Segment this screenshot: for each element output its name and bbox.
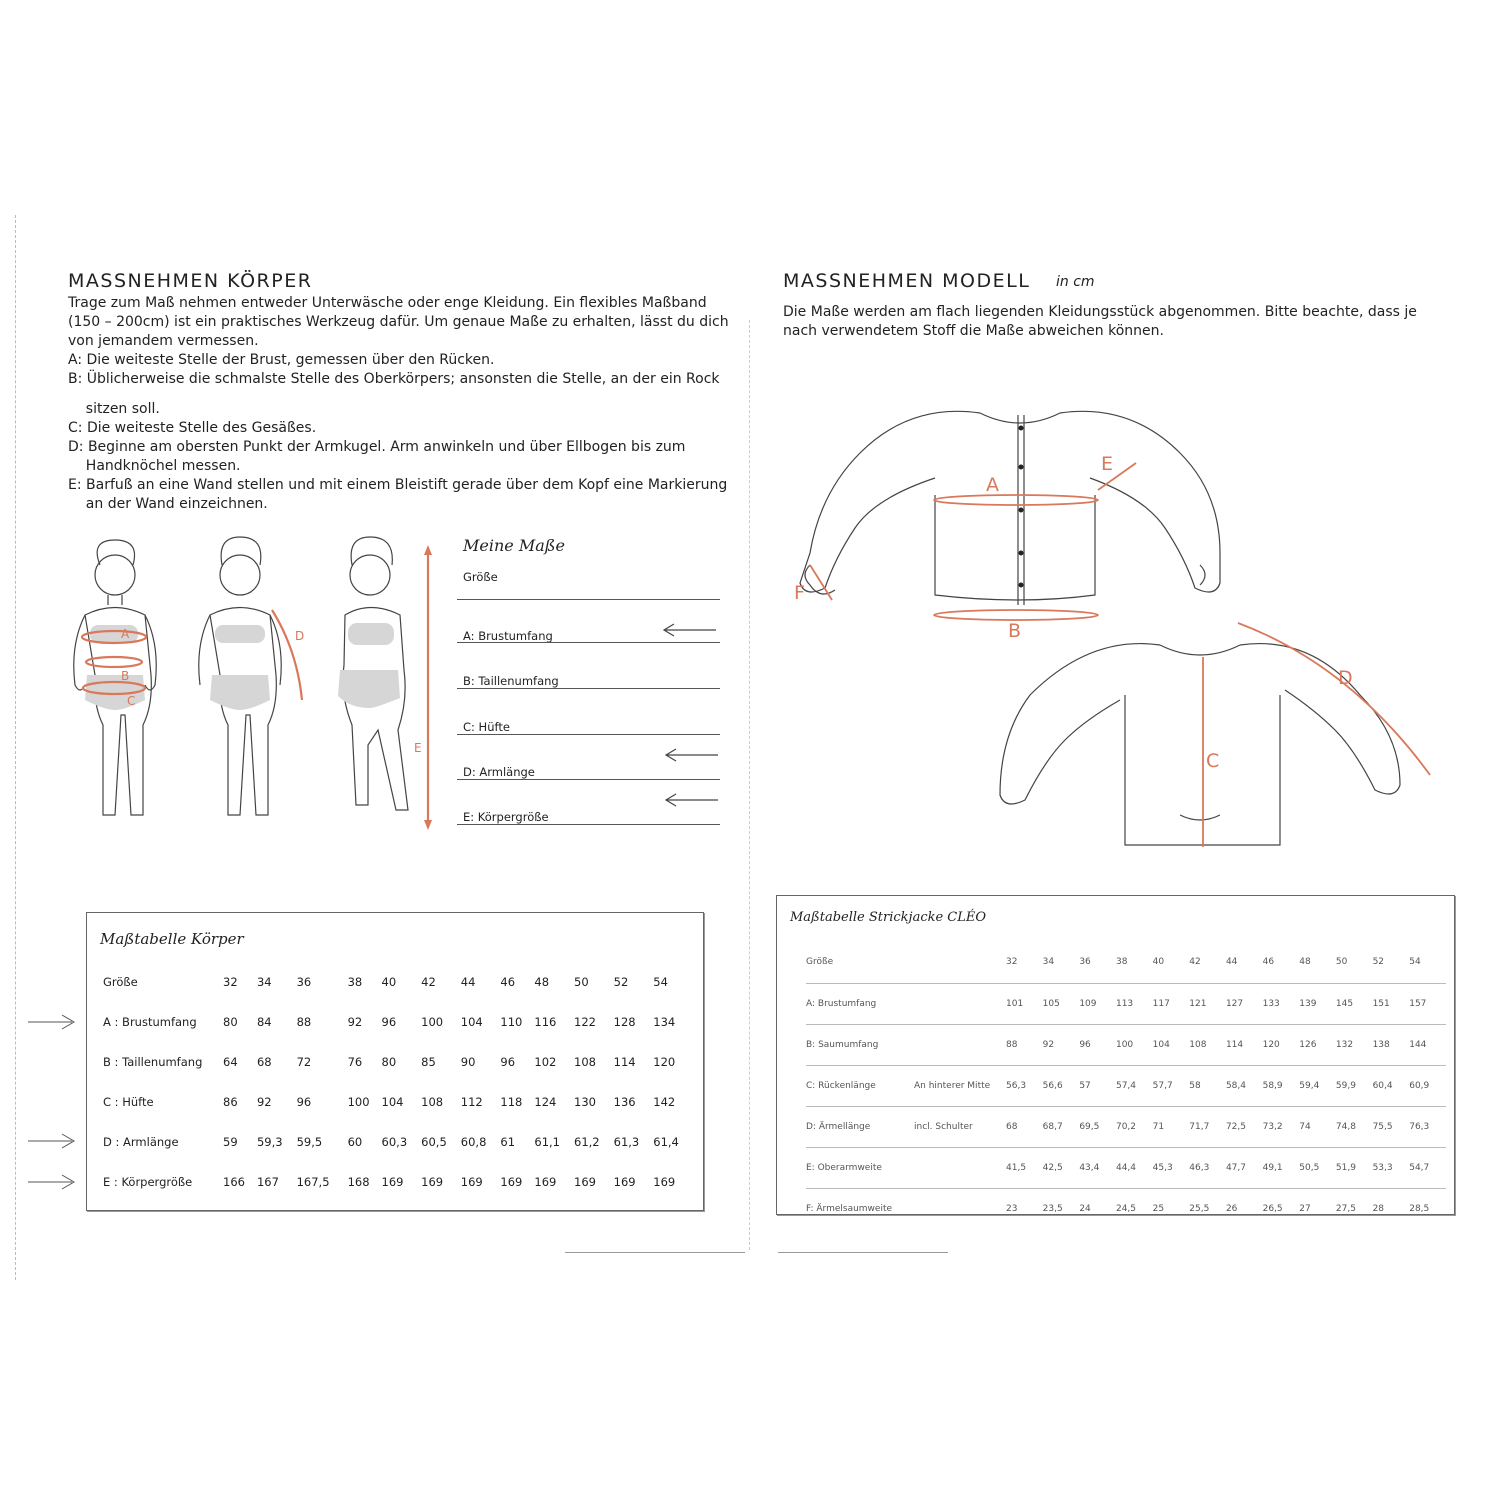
bottom-rule-right [778, 1252, 948, 1253]
jacket-label-e: E [1101, 453, 1114, 475]
table-cell: 169 [500, 1175, 523, 1189]
table-cell: 61,2 [574, 1135, 600, 1149]
table-row [103, 1122, 693, 1162]
table-cell: 134 [653, 1015, 676, 1029]
table-row [806, 1147, 1446, 1188]
table-cell: 90 [460, 1055, 476, 1069]
table-cell: 92 [1043, 1024, 1080, 1065]
intro-line: Handknöchel messen. [68, 458, 241, 474]
form-field-label: E: Körpergröße [463, 810, 549, 824]
table-cell: 58,4 [1226, 1065, 1263, 1106]
table-cell: F: Ärmelsaumweite [806, 1203, 893, 1214]
table-cell: 144 [1409, 1024, 1446, 1065]
table-header-row [103, 962, 693, 1002]
intro-line: D: Beginne am obersten Punkt der Armkugel. Arm anwinkeln und über Ellbogen bis zum [68, 439, 686, 455]
table-cell: 50,5 [1299, 1147, 1336, 1188]
jacket-label-b: B [1008, 620, 1022, 642]
table-cell: 53,3 [1373, 1147, 1410, 1188]
table-cell: 104 [1153, 1024, 1190, 1065]
table-cell: 44,4 [1116, 1147, 1153, 1188]
table-cell: 25 [1152, 1203, 1165, 1214]
table-cell: 133 [1263, 983, 1300, 1024]
table-cell: An hinterer Mitte [914, 1065, 1006, 1106]
table-cell: 169 [613, 1175, 636, 1189]
table-cell: 108 [1189, 1024, 1226, 1065]
table-cell [914, 1188, 1006, 1229]
table-cell: 118 [500, 1095, 523, 1109]
table-header-cell: 32 [1006, 942, 1043, 983]
table-header-cell: 52 [1373, 942, 1410, 983]
table-cell: 169 [460, 1175, 483, 1189]
jacket-label-c: C [1206, 750, 1220, 772]
form-size-line[interactable] [457, 599, 720, 600]
form-field-label: A: Brustumfang [463, 629, 553, 643]
table-header-cell: 32 [223, 975, 238, 989]
table-cell: 114 [1226, 1024, 1263, 1065]
table-cell: 56,6 [1043, 1065, 1080, 1106]
figure-label-d: D [295, 629, 305, 643]
table-header-cell: Größe [806, 942, 914, 983]
table-cell: D: Ärmellänge [806, 1106, 914, 1147]
intro-line: Die Maße werden am flach liegenden Kleidungsstück abgenommen. Bitte beachte, dass je [783, 304, 1417, 320]
table-cell: 120 [1263, 1024, 1300, 1065]
table-cell: 23,5 [1042, 1203, 1063, 1214]
table-cell: 145 [1336, 983, 1373, 1024]
table-cell: 73,2 [1263, 1106, 1300, 1147]
table-cell: 113 [1116, 983, 1153, 1024]
table-header-cell: 38 [1116, 942, 1153, 983]
table-cell: 45,3 [1153, 1147, 1190, 1188]
figure-label-b: B [121, 669, 130, 683]
table-cell: 109 [1079, 983, 1116, 1024]
table-header-cell: 44 [1226, 942, 1263, 983]
table-cell: A: Brustumfang [806, 983, 914, 1024]
table-cell: 96 [296, 1095, 312, 1109]
jacket-label-d: D [1338, 667, 1353, 689]
intro-line: Trage zum Maß nehmen entweder Unterwäsche oder enge Kleidung. Ein flexibles Maßband [68, 295, 707, 311]
table-cell: C: Rückenlänge [806, 1065, 914, 1106]
jacket-illustration [780, 395, 1460, 855]
table-header-cell: 34 [1043, 942, 1080, 983]
table-cell: 25,5 [1189, 1203, 1210, 1214]
intro-line: A: Die weiteste Stelle der Brust, gemessen über den Rücken. [68, 352, 495, 368]
table-row-arrows [22, 1010, 82, 1195]
table-header-cell: 40 [1153, 942, 1190, 983]
jacket-table-title: Maßtabelle Strickjacke CLÉO [790, 910, 987, 925]
intro-line: E: Barfuß an eine Wand stellen und mit einem Bleistift gerade über dem Kopf eine Markierung [68, 477, 728, 493]
right-intro [783, 303, 1417, 341]
table-cell: 100 [347, 1095, 370, 1109]
table-cell: 58,9 [1263, 1065, 1300, 1106]
table-cell: 56,3 [1006, 1065, 1043, 1106]
table-cell: 72,5 [1226, 1106, 1263, 1147]
table-row [806, 1065, 1446, 1106]
table-header-cell: 50 [1336, 942, 1373, 983]
table-cell: 121 [1189, 983, 1226, 1024]
table-cell: 26,5 [1262, 1203, 1283, 1214]
table-cell: 96 [1079, 1024, 1116, 1065]
table-cell: 167 [256, 1175, 279, 1189]
table-cell: 112 [460, 1095, 483, 1109]
table-cell: 27,5 [1335, 1203, 1356, 1214]
table-cell: 47,7 [1226, 1147, 1263, 1188]
table-header-cell: 52 [613, 975, 629, 989]
table-cell: 127 [1226, 983, 1263, 1024]
table-header-cell: 34 [256, 975, 272, 989]
intro-line: von jemandem vermessen. [68, 333, 259, 349]
table-cell: 43,4 [1079, 1147, 1116, 1188]
table-cell: 117 [1153, 983, 1190, 1024]
table-cell: 142 [653, 1095, 676, 1109]
table-cell: 54,7 [1409, 1147, 1446, 1188]
table-cell: incl. Schulter [914, 1106, 1006, 1147]
table-cell: 151 [1373, 983, 1410, 1024]
table-cell: 139 [1299, 983, 1336, 1024]
left-margin-dashes [15, 215, 16, 1280]
table-cell [914, 1147, 1006, 1188]
table-cell: 169 [421, 1175, 444, 1189]
table-cell: 24,5 [1115, 1203, 1137, 1214]
table-cell: 57,7 [1153, 1065, 1190, 1106]
table-cell: 74 [1299, 1106, 1336, 1147]
table-cell: 59,4 [1299, 1065, 1336, 1106]
table-cell: 116 [534, 1015, 557, 1029]
table-header-cell: 36 [296, 975, 312, 989]
table-cell: 128 [613, 1015, 636, 1029]
bottom-rule-left [565, 1252, 745, 1253]
table-cell: 96 [381, 1015, 397, 1029]
table-cell: 88 [296, 1015, 312, 1029]
table-cell: 61,1 [534, 1135, 560, 1149]
table-cell: 102 [534, 1055, 557, 1069]
table-header-cell: 38 [347, 975, 363, 989]
table-cell: 130 [574, 1095, 596, 1109]
table-row [806, 983, 1446, 1024]
table-header-cell: 44 [460, 975, 476, 989]
table-cell: 57 [1079, 1065, 1116, 1106]
left-title: MASSNEHMEN KÖRPER [68, 270, 313, 292]
table-cell: 108 [574, 1055, 596, 1069]
table-cell: 124 [534, 1095, 557, 1109]
table-cell: 68 [1006, 1106, 1043, 1147]
figure-label-e: E [414, 741, 422, 755]
figure-label-a: A [121, 627, 130, 641]
table-cell: 167,5 [296, 1175, 330, 1189]
table-cell: 169 [381, 1175, 404, 1189]
table-cell: 104 [381, 1095, 404, 1109]
table-cell: 100 [1116, 1024, 1153, 1065]
intro-line: nach verwendetem Stoff die Maße abweichen können. [783, 323, 1164, 339]
body-figures-illustration [50, 535, 450, 835]
table-header-cell: 54 [1409, 942, 1446, 983]
table-header-row [806, 942, 1446, 983]
table-header-cell: 46 [1263, 942, 1300, 983]
table-cell: 76,3 [1409, 1106, 1446, 1147]
table-header-cell: 42 [1189, 942, 1226, 983]
table-cell: 114 [613, 1055, 636, 1069]
table-cell: 59,9 [1336, 1065, 1373, 1106]
table-cell: 92 [347, 1015, 363, 1029]
table-row [806, 1188, 1446, 1229]
table-cell: 132 [1336, 1024, 1373, 1065]
table-cell: E: Oberarmweite [806, 1147, 914, 1188]
intro-line: an der Wand einzeichnen. [68, 496, 268, 512]
table-header-cell: Größe [103, 975, 138, 989]
table-cell: 110 [500, 1015, 523, 1029]
intro-line: sitzen soll. [68, 401, 160, 417]
right-title: MASSNEHMEN MODELL [783, 270, 1031, 292]
table-cell: 57,4 [1116, 1065, 1153, 1106]
table-cell: 64 [223, 1055, 238, 1069]
table-cell: 26 [1225, 1203, 1238, 1214]
table-cell: 85 [421, 1055, 436, 1069]
table-cell: B: Saumumfang [806, 1024, 914, 1065]
table-row [103, 1082, 693, 1122]
table-cell: 166 [223, 1175, 245, 1189]
table-cell: 70,2 [1116, 1106, 1153, 1147]
table-cell: C : Hüfte [103, 1095, 154, 1109]
table-row [103, 1002, 693, 1042]
form-field-label: B: Taillenumfang [463, 674, 559, 688]
table-cell: 80 [381, 1055, 397, 1069]
table-cell: 76 [347, 1055, 363, 1069]
form-field-label: D: Armlänge [463, 765, 535, 779]
table-cell: 169 [574, 1175, 596, 1189]
table-cell: 120 [653, 1055, 676, 1069]
table-cell: 60,5 [421, 1135, 447, 1149]
right-unit: in cm [1056, 274, 1095, 290]
table-cell: 49,1 [1263, 1147, 1300, 1188]
intro-line: (150 – 200cm) ist ein praktisches Werkzeug dafür. Um genaue Maße zu erhalten, lässt du dich [68, 314, 729, 330]
table-cell: 169 [534, 1175, 557, 1189]
table-cell: 61 [500, 1135, 516, 1149]
table-cell: 108 [421, 1095, 444, 1109]
table-cell: 84 [256, 1015, 272, 1029]
table-cell: 105 [1043, 983, 1080, 1024]
table-cell: 58 [1189, 1065, 1226, 1106]
table-cell: 28,5 [1409, 1203, 1430, 1214]
table-row [103, 1162, 693, 1202]
table-row [806, 1024, 1446, 1065]
table-cell: 69,5 [1079, 1106, 1116, 1147]
table-cell: 60 [347, 1135, 363, 1149]
body-size-table [103, 962, 693, 1202]
table-cell: 126 [1299, 1024, 1336, 1065]
table-cell: 101 [1006, 983, 1043, 1024]
intro-line: C: Die weiteste Stelle des Gesäßes. [68, 420, 317, 436]
table-header-cell: 36 [1079, 942, 1116, 983]
table-header-cell: 50 [574, 975, 589, 989]
table-cell: 28 [1372, 1203, 1385, 1214]
table-header-cell: 48 [534, 975, 550, 989]
table-header-cell: 46 [500, 975, 516, 989]
jacket-size-table [806, 942, 1446, 1229]
table-header-cell: 40 [381, 975, 397, 989]
table-header-cell: 42 [421, 975, 436, 989]
table-cell: 157 [1409, 983, 1446, 1024]
table-cell: 88 [1006, 1024, 1043, 1065]
figure-label-c: C [127, 694, 136, 708]
table-cell: 136 [613, 1095, 636, 1109]
table-cell: D : Armlänge [103, 1135, 179, 1149]
table-cell: 59,5 [296, 1135, 323, 1149]
table-cell: B : Taillenumfang [103, 1055, 203, 1069]
form-field-line[interactable] [457, 824, 720, 825]
form-size-label: Größe [463, 570, 498, 584]
table-cell: 59,3 [256, 1135, 283, 1149]
table-cell: 104 [460, 1015, 483, 1029]
table-cell: 61,4 [653, 1135, 679, 1149]
table-cell [914, 983, 1006, 1024]
intro-line: B: Üblicherweise die schmalste Stelle des Oberkörpers; ansonsten die Stelle, an der ein Rock [68, 371, 720, 387]
table-cell: 68,7 [1043, 1106, 1080, 1147]
table-cell: 60,4 [1373, 1065, 1410, 1106]
table-cell: 86 [223, 1095, 238, 1109]
table-cell: 60,3 [381, 1135, 408, 1149]
table-cell: A : Brustumfang [103, 1015, 197, 1029]
form-title: Meine Maße [463, 536, 565, 555]
table-cell: 41,5 [1006, 1147, 1043, 1188]
table-cell: 92 [256, 1095, 272, 1109]
table-cell: 46,3 [1189, 1147, 1226, 1188]
table-cell: 80 [223, 1015, 238, 1029]
table-row [103, 1042, 693, 1082]
table-cell: 68 [256, 1055, 272, 1069]
table-cell [914, 1024, 1006, 1065]
left-intro [68, 294, 729, 514]
table-cell: 27 [1299, 1203, 1311, 1214]
table-cell: 51,9 [1336, 1147, 1373, 1188]
table-cell: E : Körpergröße [103, 1175, 193, 1189]
table-cell: 75,5 [1373, 1106, 1410, 1147]
table-cell: 71,7 [1189, 1106, 1226, 1147]
body-table-title: Maßtabelle Körper [100, 930, 244, 948]
table-cell: 60,9 [1409, 1065, 1446, 1106]
table-cell: 24 [1079, 1203, 1091, 1214]
table-cell: 138 [1373, 1024, 1410, 1065]
table-cell: 23 [1006, 1203, 1018, 1214]
table-cell: 72 [296, 1055, 312, 1069]
table-cell: 61,3 [613, 1135, 640, 1149]
jacket-label-f: F [794, 582, 805, 604]
form-arrows [660, 620, 722, 820]
table-cell: 74,8 [1336, 1106, 1373, 1147]
table-row [806, 1106, 1446, 1147]
jacket-label-a: A [986, 474, 999, 496]
table-cell: 42,5 [1043, 1147, 1080, 1188]
table-cell: 168 [347, 1175, 370, 1189]
table-cell: 71 [1153, 1106, 1190, 1147]
table-cell: 169 [653, 1175, 676, 1189]
table-cell: 96 [500, 1055, 516, 1069]
form-field-label: C: Hüfte [463, 720, 510, 734]
table-header-cell: 48 [1299, 942, 1336, 983]
center-fold-dashes [749, 320, 750, 1250]
table-header-cell: 54 [653, 975, 668, 989]
table-cell: 60,8 [460, 1135, 487, 1149]
table-cell: 122 [574, 1015, 596, 1029]
table-header-cell [914, 942, 1006, 983]
table-cell: 100 [421, 1015, 444, 1029]
table-cell: 59 [223, 1135, 238, 1149]
